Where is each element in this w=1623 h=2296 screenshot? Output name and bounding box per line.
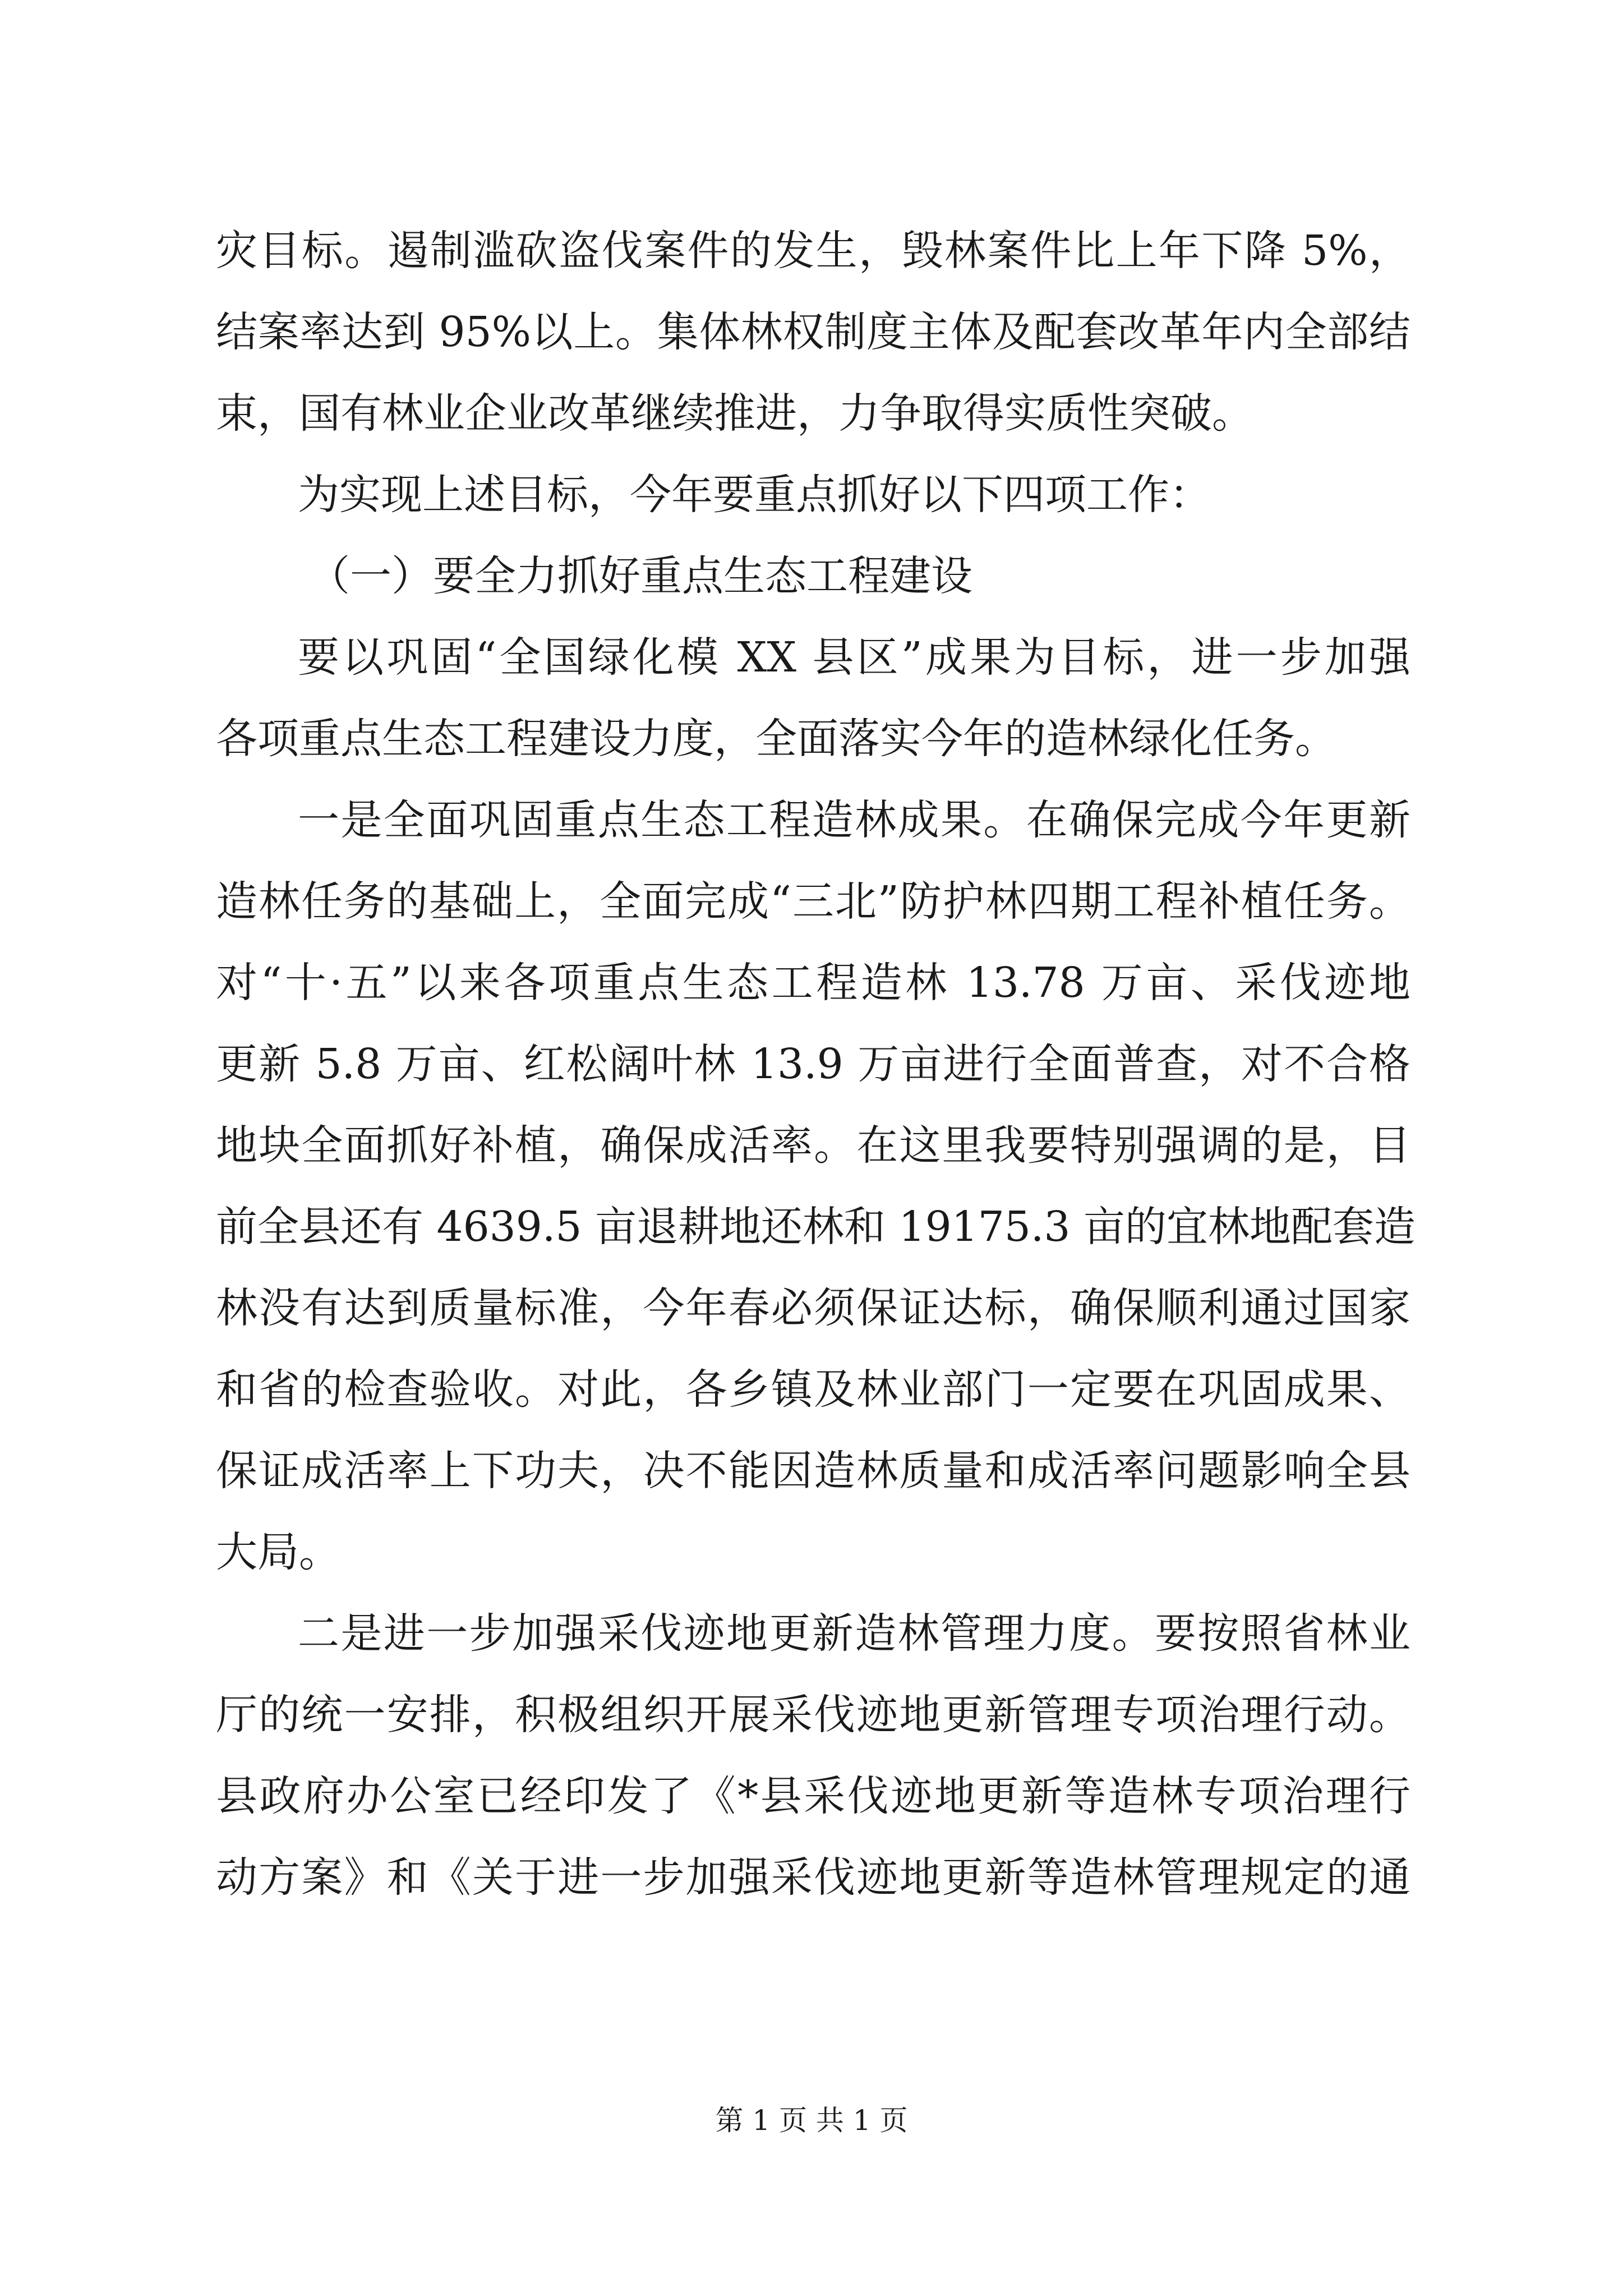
- body-line: 更新 5.8 万亩、红松阔叶林 13.9 万亩进行全面普查，对不合格: [216, 1040, 1410, 1088]
- paragraph-line: 要以巩固“全国绿化模 XX 县区”成果为目标，进一步加强: [298, 633, 1410, 682]
- body-line: 灾目标。遏制滥砍盗伐案件的发生，毁林案件比上年下降 5%，: [216, 227, 1410, 275]
- body-line: 县政府办公室已经印发了《*县采伐迹地更新等造林专项治理行: [216, 1772, 1410, 1820]
- paragraph-line: 二是进一步加强采伐迹地更新造林管理力度。要按照省林业: [298, 1609, 1410, 1658]
- body-line: 动方案》和《关于进一步加强采伐迹地更新等造林管理规定的通: [216, 1853, 1410, 1902]
- section-heading: （一）要全力抓好重点生态工程建设: [308, 552, 972, 600]
- document-body: [216, 210, 1416, 1918]
- body-line: 造林任务的基础上，全面完成“三北”防护林四期工程补植任务。: [216, 877, 1410, 926]
- body-line: 束，国有林业企业改革继续推进，力争取得实质性突破。: [216, 389, 1253, 438]
- body-line: 结案率达到 95%以上。集体林权制度主体及配套改革年内全部结: [216, 308, 1410, 356]
- body-line: 前全县还有 4639.5 亩退耕地还林和 19175.3 亩的宜林地配套造: [216, 1203, 1416, 1251]
- page-footer: [0, 2101, 1623, 2140]
- body-line: 对“十·五”以来各项重点生态工程造林 13.78 万亩、采伐迹地: [216, 959, 1410, 1007]
- body-line: 保证成活率上下功夫，决不能因造林质量和成活率问题影响全县: [216, 1447, 1410, 1495]
- body-line: 林没有达到质量标准，今年春必须保证达标，确保顺利通过国家: [216, 1284, 1410, 1332]
- body-line: 厅的统一安排，积极组织开展采伐迹地更新管理专项治理行动。: [216, 1691, 1410, 1739]
- page-number-label: 第 1 页 共 1 页: [715, 2104, 908, 2137]
- body-line: 和省的检查验收。对此，各乡镇及林业部门一定要在巩固成果、: [216, 1365, 1410, 1414]
- body-line: 各项重点生态工程建设力度，全面落实今年的造林绿化任务。: [216, 715, 1336, 763]
- body-line: 大局。: [216, 1528, 340, 1576]
- paragraph-line: 一是全面巩固重点生态工程造林成果。在确保完成今年更新: [298, 796, 1410, 844]
- paragraph-line: 为实现上述目标，今年要重点抓好以下四项工作：: [298, 471, 1211, 519]
- body-line: 地块全面抓好补植，确保成活率。在这里我要特别强调的是，目: [216, 1121, 1410, 1170]
